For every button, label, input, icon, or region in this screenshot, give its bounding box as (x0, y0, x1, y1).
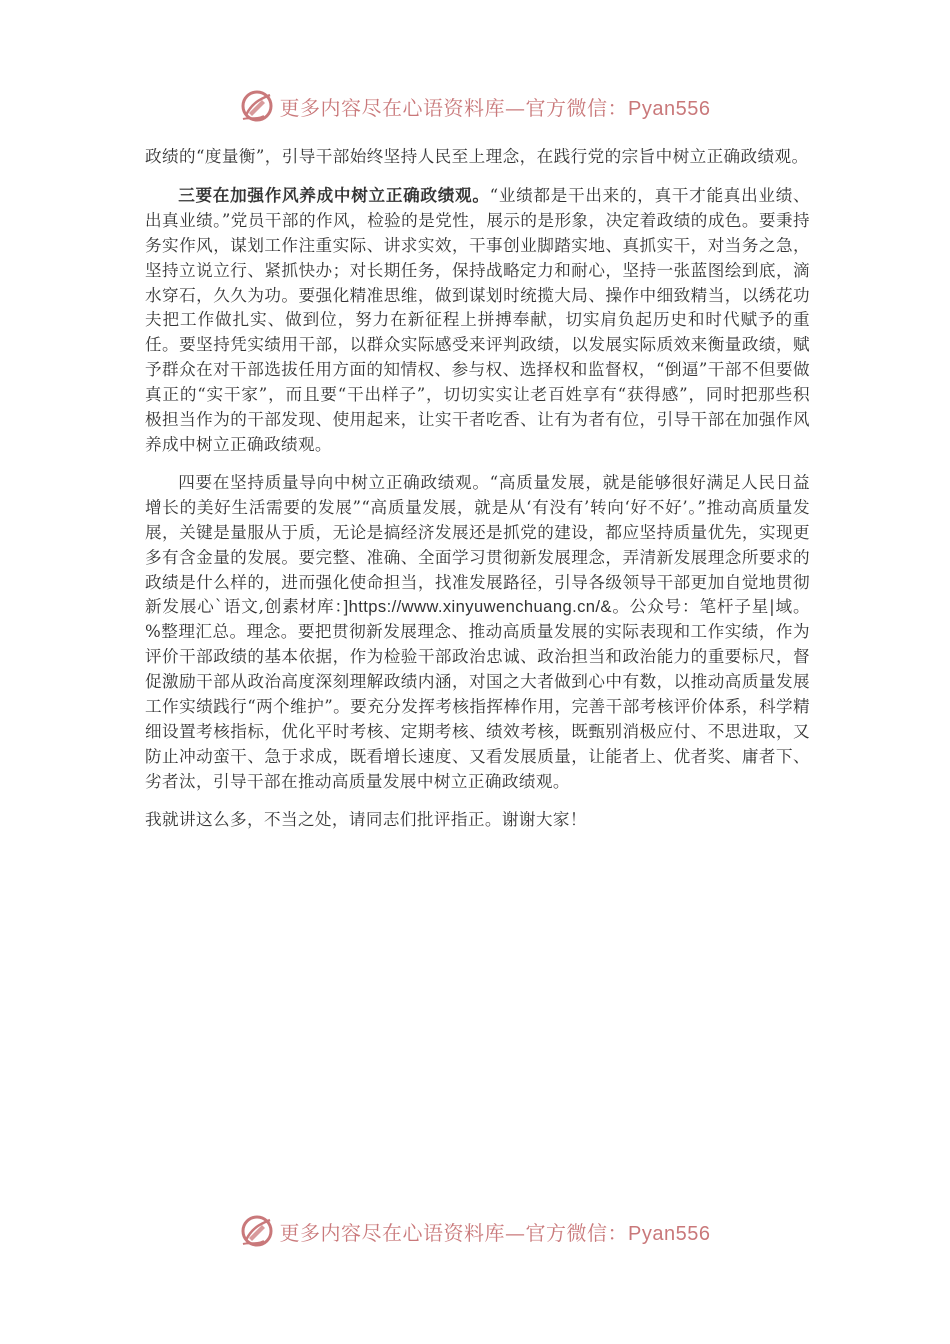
paragraph-2-heading: 三要在加强作风养成中树立正确政绩观。 (178, 184, 490, 205)
paragraph-3-text-b: 公众号：笔杆子星|域。%整理汇总。理念。要把贯彻新发展理念、推动高质量发展的实际表现和工作实绩，作为评价干部政绩的基本依据，作为检验干部政治忠诚、政治担当和政治能力的重要标尺，督促激励干部从政治高度深刻理解政绩内涵，对国之大者做到心中有数，以推动高质量发展工作实绩践行“两个维护”。要充分发挥考核指挥棒作用，完善干部考核评价体系，科学精细设置考核指标，优化平时考核、定期考核、绩效考核，既甄别消极应付、不思进取，又防止冲动蛮干、急于求成，既看增长速度、又看发展质量，让能者上、优者奖、庸者下、劣者汰，引导干部在推动高质量发展中树立正确政绩观。 (145, 597, 810, 791)
footer-banner (0, 1211, 950, 1251)
pen-swirl-logo-icon (240, 89, 274, 123)
paragraph-3 (145, 471, 810, 795)
paragraph-2-text: “业绩都是干出来的，真干才能真出业绩、出真业绩。”党员干部的作风，检验的是党性，展示的是形象，决定着政绩的成色。要秉持务实作风，谋划工作注重实际、讲求实效，干事创业脚踏实地、真抓实干，对当务之急，坚持立说立行、紧抓快办；对长期任务，保持战略定力和耐心，坚持一张蓝图绘到底，滴水穿石，久久为功。要强化精准思维，做到谋划时统揽大局、操作中细致精当，以绣花功夫把工作做扎实、做到位，努力在新征程上拼搏奉献，切实肩负起历史和时代赋予的重任。要坚持凭实绩用干部，以群众实际感受来评判政绩，以发展实际质效来衡量政绩，赋予群众在对干部选拔任用方面的知情权、参与权、选择权和监督权，“倒逼”干部不但要做真正的“实干家”，而且要“干出样子”，切切实实让老百姓享有“获得感”，同时把那些积极担当作为的干部发现、使用起来，让实干者吃香、让有为者有位，引导干部在加强作风养成中树立正确政绩观。 (145, 185, 810, 454)
header-banner-text: 更多内容尽在心语资料库—官方微信：Pyan556 (279, 95, 711, 120)
paragraph-3-url: ]https://www.xinyuwenchuang.cn/&。 (343, 597, 630, 617)
paragraph-3-text-a: 四要在坚持质量导向中树立正确政绩观。“高质量发展，就是能够很好满足人民日益增长的美好生活需要的发展”“高质量发展，就是从‘有没有’转向‘好不好’。”推动高质量发展，关键是量服从于质，无论是搞经济发展还是抓党的建设，都应坚持质量优先，实现更多有含金量的发展。要完整、准确、全面学习贯彻新发展理念，弄清新发展理念所要求的政绩是什么样的，进而强化使命担当，找准发展路径，引导各级领导干部更加自觉地贯彻新发展心`语文,创素材库： (145, 472, 810, 617)
header-banner (0, 86, 950, 126)
paragraph-4: 我就讲这么多，不当之处，请同志们批评指正。谢谢大家！ (145, 809, 587, 829)
footer-banner-id: Pyan556 (628, 1222, 711, 1245)
footer-banner-text: 更多内容尽在心语资料库—官方微信：Pyan556 (279, 1220, 711, 1245)
paragraph-1: 政绩的“度量衡”，引导干部始终坚持人民至上理念，在践行党的宗旨中树立正确政绩观。 (145, 147, 809, 166)
paragraph-2 (145, 183, 810, 458)
document-body (145, 145, 810, 833)
pen-swirl-logo-icon (240, 1214, 274, 1248)
header-banner-id: Pyan556 (628, 97, 711, 120)
